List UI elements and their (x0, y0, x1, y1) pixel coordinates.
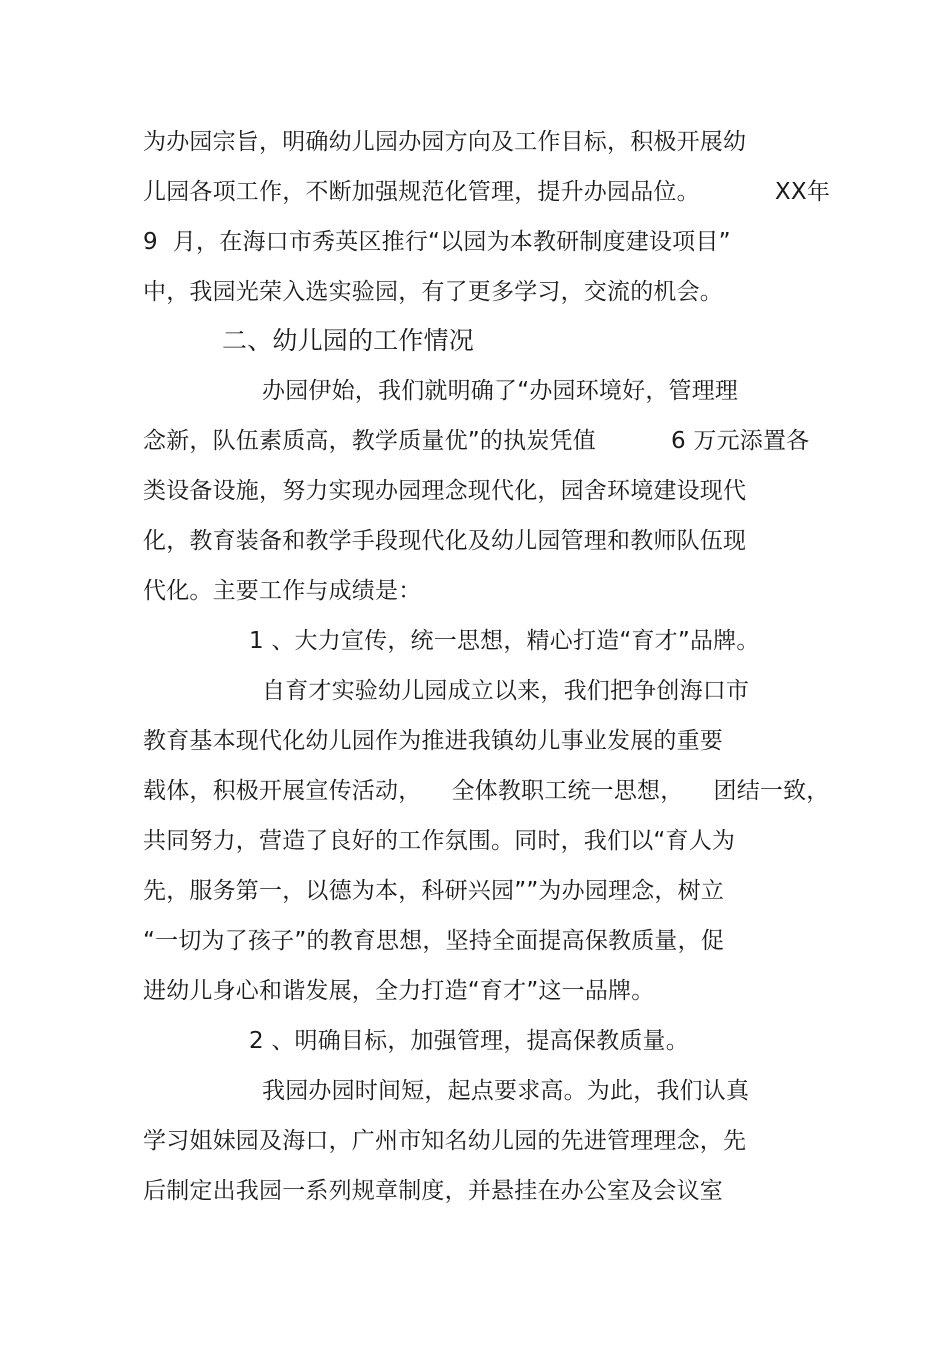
text-line: 共同努力，营造了良好的工作氛围。同时，我们以“育人为 (143, 828, 736, 854)
subsection-heading: 2 、明确目标，加强管理，提高保教质量。 (249, 1028, 689, 1054)
text-line: 载体，积极开展宣传活动， 全体教职工统一思想， 团结一致， (143, 778, 830, 804)
text-line: 先，服务第一，以德为本，科研兴园””为办园理念，树立 (143, 878, 725, 904)
text-line: “一切为了孩子”的教育思想，坚持全面提高保教质量，促 (143, 928, 725, 954)
section-heading: 二、幼儿园的工作情况 (222, 326, 475, 355)
text-line: 办园伊始，我们就明确了“办园环境好，管理理 (262, 378, 739, 404)
text-line: 类设备设施，努力实现办园理念现代化，园舍环境建设现代 (143, 478, 747, 504)
text-line: 自育才实验幼儿园成立以来，我们把争创海口市 (262, 678, 750, 704)
text-line: 9 月，在海口市秀英区推行“以园为本教研制度建设项目” (143, 229, 731, 255)
text-line: 为办园宗旨，明确幼儿园办园方向及工作目标，积极开展幼 (143, 129, 747, 155)
text-line: 教育基本现代化幼儿园作为推进我镇幼儿事业发展的重要 (143, 728, 723, 754)
text-line: 后制定出我园一系列规章制度，并悬挂在办公室及会议室 (143, 1178, 723, 1204)
subsection-heading: 1 、大力宣传，统一思想，精心打造“育才”品牌。 (249, 628, 760, 654)
text-line: 我园办园时间短，起点要求高。为此，我们认真 (262, 1078, 750, 1104)
text-line: 中，我园光荣入选实验园，有了更多学习，交流的机会。 (143, 279, 723, 305)
text-line: 代化。主要工作与成绩是： (143, 578, 422, 604)
text-line: 进幼儿身心和谐发展，全力打造“育才”这一品牌。 (143, 978, 655, 1004)
text-line: 学习姐妹园及海口，广州市知名幼儿园的先进管理理念，先 (143, 1128, 747, 1154)
text-line: 儿园各项工作，不断加强规范化管理，提升办园品位。 XX年 (143, 179, 831, 205)
text-line: 化，教育装备和教学手段现代化及幼儿园管理和教师队伍现 (143, 528, 747, 554)
text-line: 念新，队伍素质高，教学质量优”的执炭凭值 6 万元添置各 (143, 428, 810, 454)
